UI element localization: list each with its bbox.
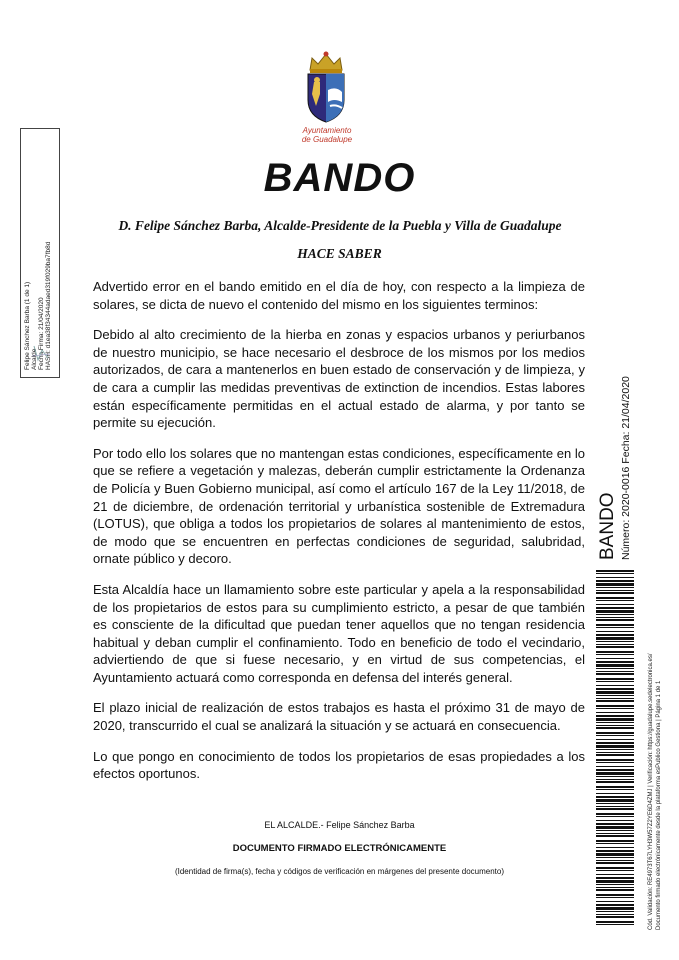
document-title: BANDO — [263, 156, 416, 200]
crest-icon — [302, 50, 350, 126]
document-subtitle: D. Felipe Sánchez Barba, Alcalde-Presidente de la Puebla y Villa de Guadalupe — [118, 218, 562, 233]
crest-caption-line-2: de Guadalupe — [301, 135, 353, 144]
paragraph-1: Advertido error en el bando emitido en el día de hoy, con respecto a la limpieza de solares, se dicta de nuevo el contenido del mismo en los siguientes terminos: — [93, 279, 585, 312]
paragraph-5: El plazo inicial de realización de estos trabajos es hasta el próximo 31 de mayo de 2020, transcurrido el cual se analizará la situación y se actuará en consecuencia. — [93, 700, 585, 734]
paragraph-2: Debido al alto crecimiento de la hierba en zonas y espacios urbanos y periurbanos de nuestro municipio, se hace necesario el desbroce de los mismos por los medios autorizados, de cara a mantenerlos en buen estado de conservación y de limpieza, y de cara a cumplir las medidas preventivas de extinction de incendios. Estas labores están específicamente permitidas en el actual estado de alarma, y por tanto se permite su ejecución. — [93, 327, 585, 431]
verification-code: Cód. Validación: RE4973T67LYH3W57Z2YE6D4ZMJ | Verificación: https://guadalupe.sedelectronica.es/ — [648, 653, 654, 930]
paragraph-4: Esta Alcaldía hace un llamamiento sobre este particular y apela a la responsabilidad de los propietarios de estos para su cumplimiento estricto, a pesar de que también es consciente de la dificultad que puedan tener aquellos que no tengan residencia habitual y deban cumplir el confinamiento. Todo en beneficio de todo el vecindario, adviertiendo de que si fuese necesario, y en virtud de sus competencias, el Ayuntamiento actuará como corresponda en defensa del interés general. — [93, 581, 585, 685]
signing-date: Fecha Firma: 21/04/2020 — [38, 297, 45, 370]
signature-note: (Identidad de firma(s), fecha y códigos de verificación en márgenes del presente documento) — [174, 867, 505, 876]
barcode — [596, 570, 634, 930]
crest-caption — [292, 126, 362, 144]
signature-scribble-icon — [30, 342, 52, 364]
paragraph-3: Por todo ello los solares que no mantengan estas condiciones, específicamente en lo que se refiere a vegetación y malezas, deberán cumplir estrictamente la Ordenanza de Policía y Buen Gobierno municipal, así como el artículo 167 de la Ley 11/2018, de 21 de diciembre, de ordenación territorial y urbanística sostenible de Extremadura (LOTUS), que obliga a todos los propietarios de solares al mantenimiento de estos, de modo que se encuentren en perfectas condiciones de seguridad, salubridad, ornate público y decoro. — [93, 445, 585, 567]
paragraph-6: Lo que pongo en conocimiento de todos los propietarios de esas propiedades a los efectos oportunos. — [93, 748, 585, 782]
signer-name: Felipe Sánchez Barba (1 de 1) — [24, 281, 31, 370]
signature-name: EL ALCALDE.- Felipe Sánchez Barba — [264, 820, 415, 830]
hace-saber-heading: HACE SABER — [297, 246, 382, 261]
verification-platform: Documento firmado electrónicamente desde la plataforma esPublico Gestiona | Página 1 de 1 — [656, 680, 662, 930]
signature-hash: HASH: d1ea38f34344adaed319f029ba7fb8d — [45, 241, 52, 370]
signature-electronic: DOCUMENTO FIRMADO ELECTRÓNICAMENTE — [232, 843, 447, 854]
signer-role: Alcalde — [31, 348, 38, 370]
crest-caption-line-1: Ayuntamiento — [302, 126, 352, 135]
document-body — [93, 278, 585, 796]
side-document-number: Número: 2020-0016 Fecha: 21/04/2020 — [620, 376, 632, 560]
side-bando-label: BANDO — [597, 492, 618, 560]
